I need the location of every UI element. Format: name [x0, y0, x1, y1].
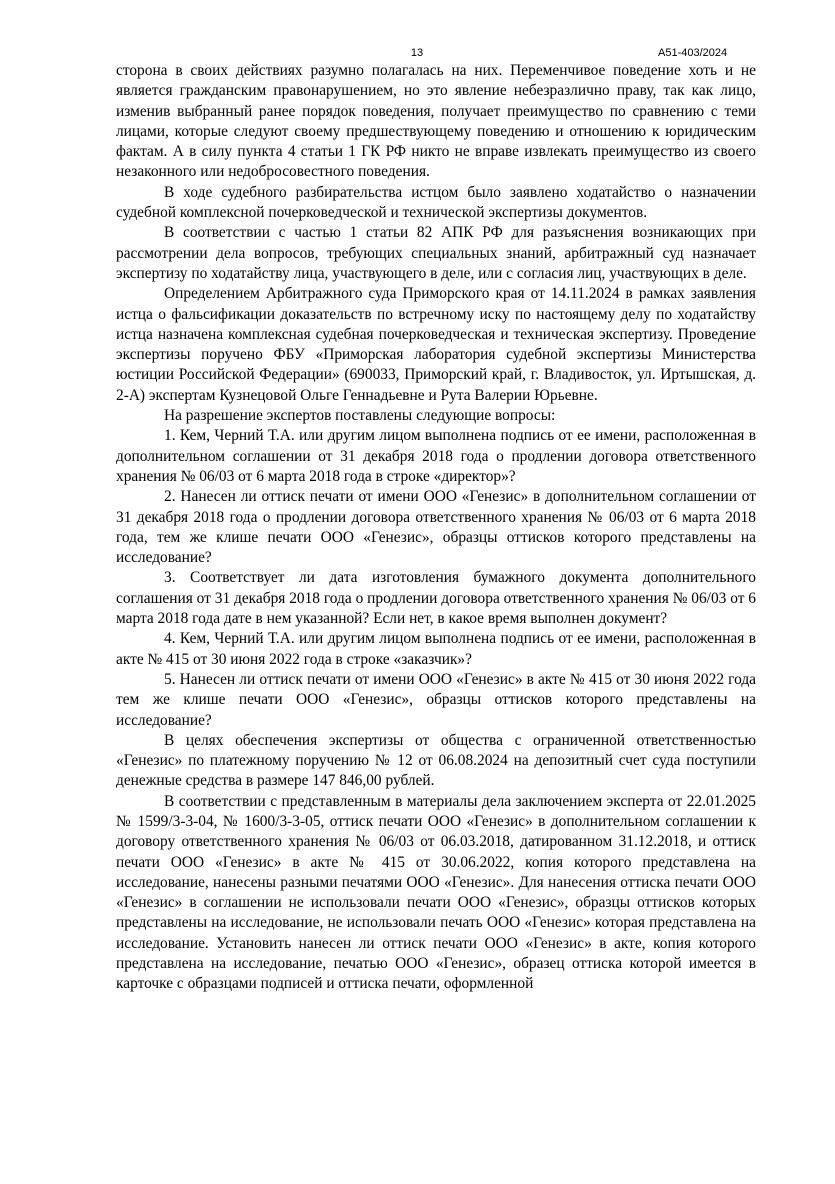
paragraph-questions-intro: На разрешение экспертов поставлены следующие вопросы:	[164, 407, 556, 425]
document-body	[116, 61, 756, 995]
case-number: А51-403/2024	[658, 47, 728, 59]
question-2: 2. Нанесен ли оттиск печати от имени ООО «Генезис» в дополнительном соглашении от 31 декабря 2018 года о продлении договора ответственного хранения № 06/03 от 6 марта 2018 года, тем же клише печати ООО «Генезис», образцы оттисков которого представлены на исследование?	[116, 488, 756, 567]
question-4: 4. Кем, Черний Т.А. или другим лицом выполнена подпись от ее имени, расположенная в акте № 415 от 30 июня 2022 года в строке «заказчик»?	[116, 630, 756, 668]
paragraph-article-82: В соответствии с частью 1 статьи 82 АПК РФ для разъяснения возникающих при рассмотрении дела вопросов, требующих специальных знаний, арбитражный суд назначает экспертизу по ходатайству лица, участвующего в деле, или с согласия лиц, участвующих в деле.	[116, 224, 756, 282]
question-3: 3. Соответствует ли дата изготовления бумажного документа дополнительного соглашения от 31 декабря 2018 года о продлении договора ответственного хранения № 06/03 от 6 марта 2018 года дате в нем указанной? Если нет, в какое время выполнен документ?	[116, 569, 756, 628]
page-number: 13	[410, 47, 424, 59]
paragraph-court-ruling: Определением Арбитражного суда Приморского края от 14.11.2024 в рамках заявления истца о фальсификации доказательств по встречному иску по настоящему делу по ходатайству истца назначена комплексная судебная почерковедческая и техническая экспертизу. Проведение экспертизы поручено ФБУ «Приморская лаборатория судебной экспертизы Министерства юстиции Российской Федерации» (690033, Приморский край, г. Владивосток, ул. Иртышская, д. 2-А) экспертам Кузнецовой Ольге Геннадьевне и Рута Валерии Юрьевне.	[116, 285, 756, 404]
paragraph-expert-conclusion: В соответствии с представленным в материалы дела заключением эксперта от 22.01.2025 № 1599/3-3-04, № 1600/3-3-05, оттиск печати ООО «Генезис» в дополнительном соглашении к договору ответственного хранения № 06/03 от 06.03.2018, датированном 31.12.2018, и оттиск печати ООО «Генезис» в акте № 415 от 30.06.2022, копия которого представлена на исследование, нанесены разными печатями ООО «Генезис». Для нанесения оттиска печати ООО «Генезис» в соглашении не использовали печати ООО «Генезис», образцы оттисков которых представлены на исследование, не использовали печать ООО «Генезис» которая представлена на исследование. Установить нанесен ли оттиск печати ООО «Генезис» в акте, копия которого представлена на исследование, печатью ООО «Генезис», образец оттиска которой имеется в карточке с образцами подписей и оттиска печати, оформленной	[116, 792, 756, 993]
paragraph-continuation: сторона в своих действиях разумно полагалась на них. Переменчивое поведение хоть и не является гражданским правонарушением, но это явление небезразлично праву, так как лицо, изменив выбранный ранее порядок поведения, получает преимущество по сравнению с теми лицами, которые следуют своему предшествующему поведению и отношению к юридическим фактам. А в силу пункта 4 статьи 1 ГК РФ никто не вправе извлекать преимущество из своего незаконного или недобросовестного поведения.	[116, 62, 756, 181]
paragraph-motion: В ходе судебного разбирательства истцом было заявлено ходатайство о назначении судебной комплексной почерковедческой и технической экспертизы документов.	[116, 183, 756, 222]
question-5: 5. Нанесен ли оттиск печати от имени ООО «Генезис» в акте № 415 от 30 июня 2022 года тем же клише печати ООО «Генезис», образцы оттисков которого представлены на исследование?	[116, 670, 756, 729]
paragraph-deposit: В целях обеспечения экспертизы от общества с ограниченной ответственностью «Генезис» по платежному поручению № 12 от 06.08.2024 на депозитный счет суда поступили денежные средства в размере 147 846,00 рублей.	[116, 731, 756, 790]
question-1: 1. Кем, Черний Т.А. или другим лицом выполнена подпись от ее имени, расположенная в дополнительном соглашении от 31 декабря 2018 года о продлении договора ответственного хранения № 06/03 от 6 марта 2018 года в строке «директор»?	[116, 427, 756, 485]
